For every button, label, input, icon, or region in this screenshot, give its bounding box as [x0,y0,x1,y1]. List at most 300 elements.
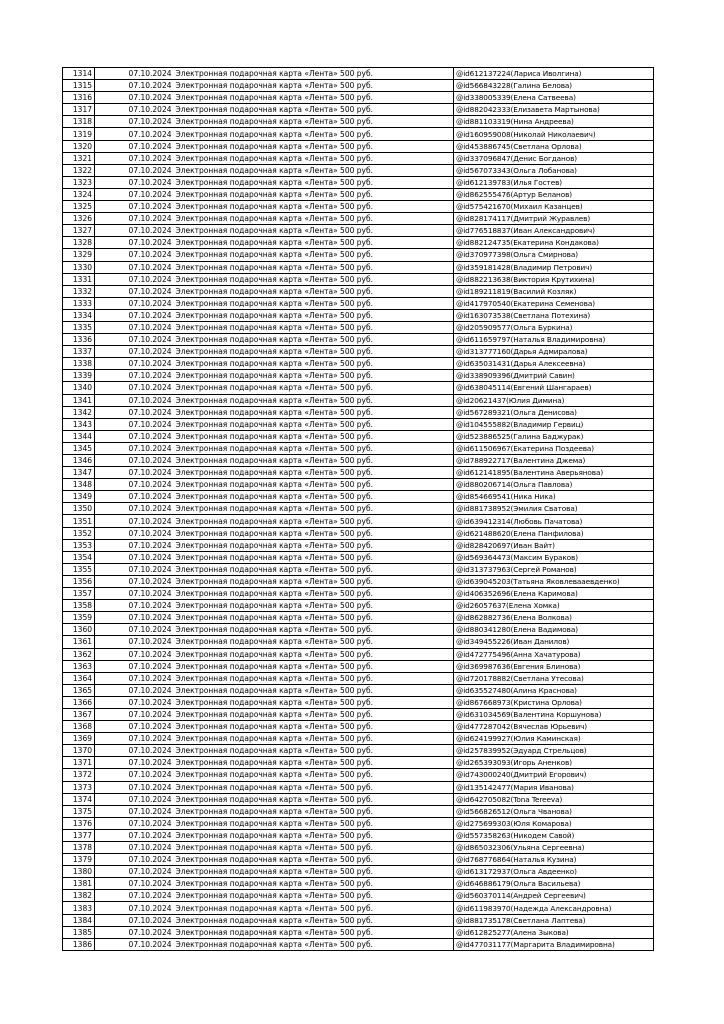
table-row [63,854,654,866]
row-number-cell: 1344 [63,430,95,442]
winner-id-cell: @id639412314(Любовь Пачатова) [454,515,654,527]
table-row [63,563,654,575]
table-row [63,890,654,902]
prize-name-cell: Электронная подарочная карта «Лента» 500 руб. [174,128,454,140]
row-number-cell: 1380 [63,866,95,878]
table-row [63,346,654,358]
row-number-cell: 1386 [63,938,95,950]
prize-name-cell: Электронная подарочная карта «Лента» 500 руб. [174,201,454,213]
row-number-cell: 1354 [63,551,95,563]
winner-id-cell: @id567289321(Ольга Денисова) [454,406,654,418]
winner-id-cell: @id313777160(Дарья Адмиралова) [454,346,654,358]
winner-id-cell: @id865032306(Ульяна Сергеевна) [454,842,654,854]
winner-id-cell: @id453886745(Светлана Орлова) [454,140,654,152]
table-row [63,817,654,829]
winner-id-cell: @id557358263(Никодем Савой) [454,829,654,841]
row-number-cell: 1328 [63,237,95,249]
prize-name-cell: Электронная подарочная карта «Лента» 500 руб. [174,769,454,781]
winner-id-cell: @id189211819(Василий Козляк) [454,285,654,297]
prize-name-cell: Электронная подарочная карта «Лента» 500 руб. [174,321,454,333]
row-number-cell: 1345 [63,442,95,454]
date-cell: 07.10.2024 [95,321,174,333]
row-number-cell: 1322 [63,164,95,176]
winner-id-cell: @id862882736(Елена Волкова) [454,612,654,624]
row-number-cell: 1360 [63,624,95,636]
table-row [63,515,654,527]
row-number-cell: 1373 [63,781,95,793]
table-row [63,297,654,309]
row-number-cell: 1335 [63,321,95,333]
date-cell: 07.10.2024 [95,406,174,418]
date-cell: 07.10.2024 [95,926,174,938]
date-cell: 07.10.2024 [95,358,174,370]
winner-id-cell: @id163073538(Светлана Потехина) [454,309,654,321]
date-cell: 07.10.2024 [95,418,174,430]
date-cell: 07.10.2024 [95,237,174,249]
prize-name-cell: Электронная подарочная карта «Лента» 500 руб. [174,225,454,237]
prize-name-cell: Электронная подарочная карта «Лента» 500 руб. [174,104,454,116]
prize-name-cell: Электронная подарочная карта «Лента» 500 руб. [174,563,454,575]
row-number-cell: 1352 [63,527,95,539]
prize-name-cell: Электронная подарочная карта «Лента» 500 руб. [174,430,454,442]
winner-id-cell: @id854669541(Ника Ника) [454,491,654,503]
prize-name-cell: Электронная подарочная карта «Лента» 500 руб. [174,116,454,128]
winners-table-body [63,68,654,951]
date-cell: 07.10.2024 [95,104,174,116]
date-cell: 07.10.2024 [95,334,174,346]
prize-name-cell: Электронная подарочная карта «Лента» 500 руб. [174,708,454,720]
prize-name-cell: Электронная подарочная карта «Лента» 500 руб. [174,164,454,176]
date-cell: 07.10.2024 [95,467,174,479]
date-cell: 07.10.2024 [95,455,174,467]
table-row [63,201,654,213]
date-cell: 07.10.2024 [95,285,174,297]
table-row [63,188,654,200]
table-row [63,382,654,394]
prize-name-cell: Электронная подарочная карта «Лента» 500 руб. [174,261,454,273]
prize-name-cell: Электронная подарочная карта «Лента» 500 руб. [174,297,454,309]
table-row [63,128,654,140]
row-number-cell: 1356 [63,575,95,587]
table-row [63,708,654,720]
prize-name-cell: Электронная подарочная карта «Лента» 500 руб. [174,213,454,225]
row-number-cell: 1337 [63,346,95,358]
date-cell: 07.10.2024 [95,854,174,866]
prize-name-cell: Электронная подарочная карта «Лента» 500 руб. [174,854,454,866]
winner-id-cell: @id881738952(Эмилия Сватова) [454,503,654,515]
row-number-cell: 1350 [63,503,95,515]
table-row [63,842,654,854]
table-row [63,309,654,321]
row-number-cell: 1383 [63,902,95,914]
row-number-cell: 1338 [63,358,95,370]
prize-name-cell: Электронная подарочная карта «Лента» 500 руб. [174,370,454,382]
date-cell: 07.10.2024 [95,394,174,406]
date-cell: 07.10.2024 [95,116,174,128]
table-row [63,829,654,841]
prize-name-cell: Электронная подарочная карта «Лента» 500 руб. [174,152,454,164]
date-cell: 07.10.2024 [95,684,174,696]
date-cell: 07.10.2024 [95,479,174,491]
date-cell: 07.10.2024 [95,575,174,587]
prize-name-cell: Электронная подарочная карта «Лента» 500 руб. [174,176,454,188]
row-number-cell: 1341 [63,394,95,406]
table-row [63,418,654,430]
prize-name-cell: Электронная подарочная карта «Лента» 500 руб. [174,527,454,539]
row-number-cell: 1333 [63,297,95,309]
prize-name-cell: Электронная подарочная карта «Лента» 500 руб. [174,660,454,672]
date-cell: 07.10.2024 [95,636,174,648]
winner-id-cell: @id160959008(Николай Николаевич) [454,128,654,140]
date-cell: 07.10.2024 [95,624,174,636]
prize-name-cell: Электронная подарочная карта «Лента» 500 руб. [174,600,454,612]
winner-id-cell: @id257839952(Эдуард Стрельцов) [454,745,654,757]
date-cell: 07.10.2024 [95,261,174,273]
prize-name-cell: Электронная подарочная карта «Лента» 500 руб. [174,745,454,757]
prize-name-cell: Электронная подарочная карта «Лента» 500 руб. [174,842,454,854]
table-row [63,370,654,382]
table-row [63,92,654,104]
winner-id-cell: @id635031431(Дарья Алексеевна) [454,358,654,370]
table-row [63,80,654,92]
winner-id-cell: @id828174117(Дмитрий Журавлев) [454,213,654,225]
date-cell: 07.10.2024 [95,914,174,926]
table-row [63,733,654,745]
row-number-cell: 1377 [63,829,95,841]
prize-name-cell: Электронная подарочная карта «Лента» 500 руб. [174,588,454,600]
table-row [63,793,654,805]
table-row [63,527,654,539]
row-number-cell: 1365 [63,684,95,696]
prize-name-cell: Электронная подарочная карта «Лента» 500 руб. [174,442,454,454]
date-cell: 07.10.2024 [95,370,174,382]
table-row [63,757,654,769]
prize-name-cell: Электронная подарочная карта «Лента» 500 руб. [174,829,454,841]
date-cell: 07.10.2024 [95,902,174,914]
table-row [63,225,654,237]
table-row [63,491,654,503]
table-row [63,600,654,612]
winner-id-cell: @id631034569(Валентина Коршунова) [454,708,654,720]
winner-id-cell: @id275699303(Юля Комарова) [454,817,654,829]
prize-name-cell: Электронная подарочная карта «Лента» 500 руб. [174,672,454,684]
date-cell: 07.10.2024 [95,491,174,503]
date-cell: 07.10.2024 [95,128,174,140]
winner-id-cell: @id743000240(Дмитрий Егорович) [454,769,654,781]
winner-id-cell: @id720178882(Светлана Утесова) [454,672,654,684]
date-cell: 07.10.2024 [95,793,174,805]
table-row [63,684,654,696]
prize-name-cell: Электронная подарочная карта «Лента» 500 руб. [174,721,454,733]
prize-name-cell: Электронная подарочная карта «Лента» 500 руб. [174,382,454,394]
prize-name-cell: Электронная подарочная карта «Лента» 500 руб. [174,624,454,636]
date-cell: 07.10.2024 [95,842,174,854]
table-row [63,805,654,817]
row-number-cell: 1362 [63,648,95,660]
winner-id-cell: @id646886179(Ольга Васильева) [454,878,654,890]
row-number-cell: 1346 [63,455,95,467]
date-cell: 07.10.2024 [95,249,174,261]
winner-id-cell: @id567073343(Ольга Лобанова) [454,164,654,176]
date-cell: 07.10.2024 [95,769,174,781]
date-cell: 07.10.2024 [95,503,174,515]
prize-name-cell: Электронная подарочная карта «Лента» 500 руб. [174,358,454,370]
prize-name-cell: Электронная подарочная карта «Лента» 500 руб. [174,80,454,92]
table-row [63,334,654,346]
row-number-cell: 1372 [63,769,95,781]
date-cell: 07.10.2024 [95,346,174,358]
winner-id-cell: @id575421670(Михаил Казанцев) [454,201,654,213]
row-number-cell: 1348 [63,479,95,491]
table-row [63,745,654,757]
table-row [63,878,654,890]
row-number-cell: 1332 [63,285,95,297]
table-row [63,261,654,273]
prize-name-cell: Электронная подарочная карта «Лента» 500 руб. [174,890,454,902]
date-cell: 07.10.2024 [95,68,174,80]
row-number-cell: 1379 [63,854,95,866]
prize-name-cell: Электронная подарочная карта «Лента» 500 руб. [174,334,454,346]
table-row [63,430,654,442]
row-number-cell: 1347 [63,467,95,479]
winner-id-cell: @id882042333(Елизавета Мартынова) [454,104,654,116]
prize-name-cell: Электронная подарочная карта «Лента» 500 руб. [174,902,454,914]
winner-id-cell: @id881103319(Нина Андреева) [454,116,654,128]
winner-id-cell: @id20621437(Юлия Димина) [454,394,654,406]
row-number-cell: 1339 [63,370,95,382]
date-cell: 07.10.2024 [95,92,174,104]
date-cell: 07.10.2024 [95,757,174,769]
table-row [63,624,654,636]
winner-id-cell: @id612137224(Лариса Иволгина) [454,68,654,80]
row-number-cell: 1320 [63,140,95,152]
table-row [63,926,654,938]
row-number-cell: 1359 [63,612,95,624]
prize-name-cell: Электронная подарочная карта «Лента» 500 руб. [174,612,454,624]
winner-id-cell: @id776518837(Иван Александрович) [454,225,654,237]
row-number-cell: 1382 [63,890,95,902]
prize-name-cell: Электронная подарочная карта «Лента» 500 руб. [174,285,454,297]
date-cell: 07.10.2024 [95,938,174,950]
table-row [63,612,654,624]
row-number-cell: 1331 [63,273,95,285]
date-cell: 07.10.2024 [95,140,174,152]
row-number-cell: 1384 [63,914,95,926]
date-cell: 07.10.2024 [95,176,174,188]
row-number-cell: 1369 [63,733,95,745]
winner-id-cell: @id359181428(Владимир Петрович) [454,261,654,273]
prize-name-cell: Электронная подарочная карта «Лента» 500 руб. [174,273,454,285]
winner-id-cell: @id406352696(Елена Каримова) [454,588,654,600]
table-row [63,781,654,793]
prize-name-cell: Электронная подарочная карта «Лента» 500 руб. [174,406,454,418]
table-row [63,273,654,285]
prize-name-cell: Электронная подарочная карта «Лента» 500 руб. [174,805,454,817]
winner-id-cell: @id880206714(Ольга Павлова) [454,479,654,491]
winner-id-cell: @id611506967(Екатерина Поздеева) [454,442,654,454]
prize-name-cell: Электронная подарочная карта «Лента» 500 руб. [174,467,454,479]
winner-id-cell: @id477287042(Вячеслав Юрьевич) [454,721,654,733]
prize-name-cell: Электронная подарочная карта «Лента» 500 руб. [174,926,454,938]
prize-name-cell: Электронная подарочная карта «Лента» 500 руб. [174,575,454,587]
date-cell: 07.10.2024 [95,612,174,624]
date-cell: 07.10.2024 [95,273,174,285]
table-row [63,249,654,261]
table-row [63,660,654,672]
table-row [63,237,654,249]
date-cell: 07.10.2024 [95,201,174,213]
table-row [63,358,654,370]
winner-id-cell: @id566843228(Галина Белова) [454,80,654,92]
winner-id-cell: @id205909577(Ольга Буркина) [454,321,654,333]
table-row [63,575,654,587]
date-cell: 07.10.2024 [95,80,174,92]
prize-name-cell: Электронная подарочная карта «Лента» 500 руб. [174,757,454,769]
table-row [63,769,654,781]
winner-id-cell: @id882124735(Екатерина Кондакова) [454,237,654,249]
row-number-cell: 1376 [63,817,95,829]
row-number-cell: 1371 [63,757,95,769]
date-cell: 07.10.2024 [95,600,174,612]
prize-name-cell: Электронная подарочная карта «Лента» 500 руб. [174,455,454,467]
prize-name-cell: Электронная подарочная карта «Лента» 500 руб. [174,503,454,515]
prize-name-cell: Электронная подарочная карта «Лента» 500 руб. [174,309,454,321]
row-number-cell: 1343 [63,418,95,430]
winner-id-cell: @id612825277(Алена Зыкова) [454,926,654,938]
date-cell: 07.10.2024 [95,890,174,902]
table-row [63,539,654,551]
table-row [63,866,654,878]
row-number-cell: 1353 [63,539,95,551]
row-number-cell: 1349 [63,491,95,503]
row-number-cell: 1334 [63,309,95,321]
row-number-cell: 1363 [63,660,95,672]
winner-id-cell: @id611659797(Наталья Владимировна) [454,334,654,346]
table-row [63,636,654,648]
winner-id-cell: @id370977398(Ольга Смирнова) [454,249,654,261]
date-cell: 07.10.2024 [95,382,174,394]
winner-id-cell: @id338005339(Елена Сатвеева) [454,92,654,104]
winner-id-cell: @id882213638(Виктория Крутихина) [454,273,654,285]
row-number-cell: 1327 [63,225,95,237]
winner-id-cell: @id560370114(Андрей Сергеевич) [454,890,654,902]
table-row [63,672,654,684]
date-cell: 07.10.2024 [95,866,174,878]
winner-id-cell: @id881735178(Светлана Лаптева) [454,914,654,926]
table-row [63,467,654,479]
table-row [63,588,654,600]
winner-id-cell: @id788922717(Валентина Джема) [454,455,654,467]
prize-name-cell: Электронная подарочная карта «Лента» 500 руб. [174,636,454,648]
prize-name-cell: Электронная подарочная карта «Лента» 500 руб. [174,817,454,829]
date-cell: 07.10.2024 [95,745,174,757]
row-number-cell: 1364 [63,672,95,684]
date-cell: 07.10.2024 [95,829,174,841]
row-number-cell: 1358 [63,600,95,612]
prize-name-cell: Электронная подарочная карта «Лента» 500 руб. [174,346,454,358]
table-row [63,152,654,164]
prize-name-cell: Электронная подарочная карта «Лента» 500 руб. [174,781,454,793]
prize-name-cell: Электронная подарочная карта «Лента» 500 руб. [174,648,454,660]
date-cell: 07.10.2024 [95,878,174,890]
table-row [63,648,654,660]
prize-name-cell: Электронная подарочная карта «Лента» 500 руб. [174,491,454,503]
date-cell: 07.10.2024 [95,551,174,563]
table-row [63,455,654,467]
winner-id-cell: @id611983970(Надежда Александровна) [454,902,654,914]
table-row [63,164,654,176]
row-number-cell: 1367 [63,708,95,720]
date-cell: 07.10.2024 [95,817,174,829]
date-cell: 07.10.2024 [95,442,174,454]
table-row [63,394,654,406]
prize-name-cell: Электронная подарочная карта «Лента» 500 руб. [174,551,454,563]
prize-name-cell: Электронная подарочная карта «Лента» 500 руб. [174,394,454,406]
prize-name-cell: Электронная подарочная карта «Лента» 500 руб. [174,878,454,890]
prize-name-cell: Электронная подарочная карта «Лента» 500 руб. [174,237,454,249]
row-number-cell: 1318 [63,116,95,128]
row-number-cell: 1375 [63,805,95,817]
winner-id-cell: @id828420697(Иван Вайт) [454,539,654,551]
winner-id-cell: @id337096847(Денис Богданов) [454,152,654,164]
date-cell: 07.10.2024 [95,672,174,684]
date-cell: 07.10.2024 [95,539,174,551]
table-row [63,721,654,733]
date-cell: 07.10.2024 [95,430,174,442]
row-number-cell: 1370 [63,745,95,757]
prize-name-cell: Электронная подарочная карта «Лента» 500 руб. [174,479,454,491]
winner-id-cell: @id265393093(Игорь Аненков) [454,757,654,769]
table-row [63,140,654,152]
row-number-cell: 1361 [63,636,95,648]
row-number-cell: 1324 [63,188,95,200]
table-row [63,285,654,297]
table-row [63,479,654,491]
prize-name-cell: Электронная подарочная карта «Лента» 500 руб. [174,249,454,261]
date-cell: 07.10.2024 [95,527,174,539]
row-number-cell: 1326 [63,213,95,225]
winner-id-cell: @id313737963(Сергей Романов) [454,563,654,575]
prize-name-cell: Электронная подарочная карта «Лента» 500 руб. [174,914,454,926]
table-row [63,938,654,950]
table-row [63,914,654,926]
winner-id-cell: @id349455226(Иван Данилов) [454,636,654,648]
winner-id-cell: @id621488620(Елена Панфилова) [454,527,654,539]
date-cell: 07.10.2024 [95,152,174,164]
table-row [63,696,654,708]
row-number-cell: 1316 [63,92,95,104]
date-cell: 07.10.2024 [95,805,174,817]
winner-id-cell: @id867668973(Кристина Орлова) [454,696,654,708]
row-number-cell: 1342 [63,406,95,418]
table-row [63,104,654,116]
table-row [63,321,654,333]
winner-id-cell: @id642705082(Tona Tereeva) [454,793,654,805]
prize-name-cell: Электронная подарочная карта «Лента» 500 руб. [174,92,454,104]
winner-id-cell: @id135142477(Мария Иванова) [454,781,654,793]
date-cell: 07.10.2024 [95,188,174,200]
row-number-cell: 1315 [63,80,95,92]
date-cell: 07.10.2024 [95,213,174,225]
row-number-cell: 1368 [63,721,95,733]
winner-id-cell: @id477031177(Маргарита Владимировна) [454,938,654,950]
table-row [63,213,654,225]
table-row [63,176,654,188]
date-cell: 07.10.2024 [95,660,174,672]
winner-id-cell: @id417970540(Екатерина Семенова) [454,297,654,309]
date-cell: 07.10.2024 [95,708,174,720]
winners-table [62,67,654,951]
